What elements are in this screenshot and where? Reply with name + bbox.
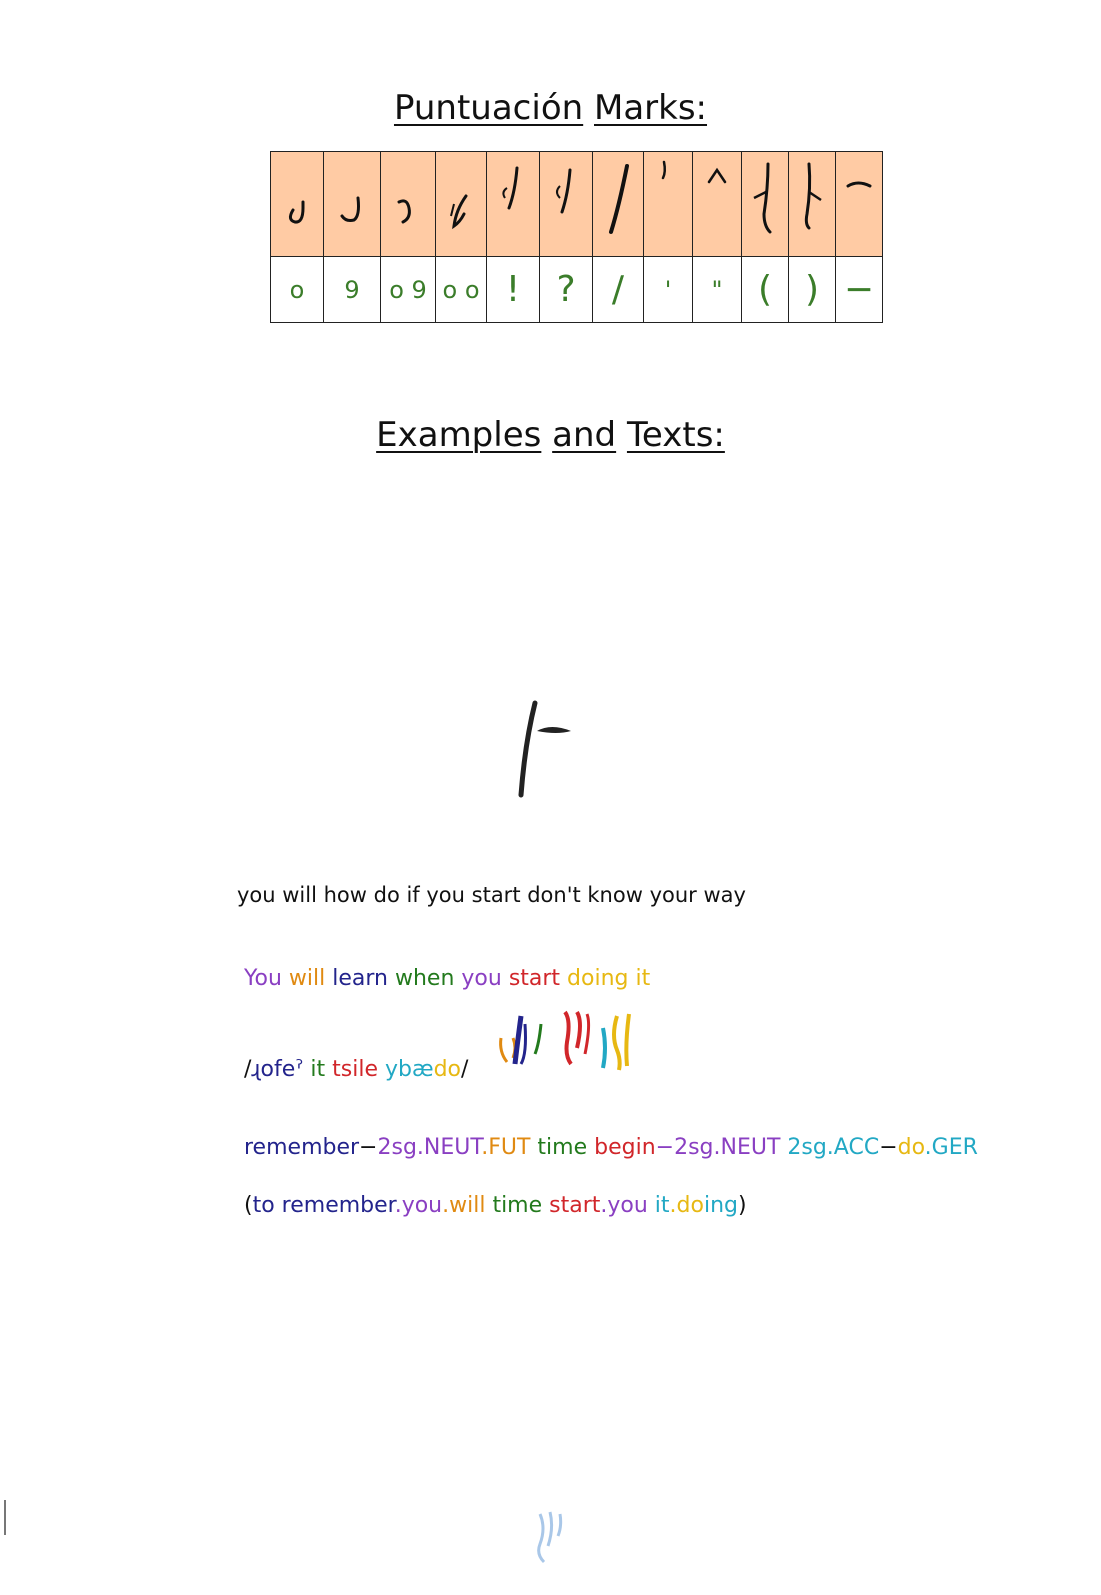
gloss: time xyxy=(530,1135,588,1160)
punctuation-table xyxy=(270,151,883,323)
mark-cell: / xyxy=(593,257,644,323)
literal: to remember xyxy=(252,1193,395,1218)
word: when xyxy=(387,966,455,991)
literal: .you xyxy=(394,1193,443,1218)
gloss: 2sg xyxy=(377,1135,417,1160)
script-slash-glyph xyxy=(593,152,644,257)
script-glyph-row xyxy=(271,152,883,257)
script-period-glyph xyxy=(271,152,324,257)
gloss: 2sg.ACC xyxy=(780,1135,880,1160)
segment: ɻofeˀ xyxy=(251,1057,304,1082)
mark-cell: o 9 xyxy=(381,257,436,323)
segment: / xyxy=(244,1057,252,1082)
script-open-paren-glyph xyxy=(742,152,789,257)
examples-heading xyxy=(0,415,1101,455)
example-line-4-gloss xyxy=(230,1110,978,1160)
page-footer-glyph xyxy=(530,1508,570,1572)
word: start xyxy=(501,966,561,991)
script-quote-glyph xyxy=(693,152,742,257)
literal: .do xyxy=(669,1193,704,1218)
mark-cell: o o xyxy=(436,257,487,323)
script-dash-glyph xyxy=(836,152,883,257)
word: doing xyxy=(560,966,629,991)
gloss: FUT xyxy=(488,1135,531,1160)
mark-cell: ! xyxy=(487,257,540,323)
example-line-5-literal xyxy=(230,1168,747,1218)
segment: do xyxy=(433,1057,462,1082)
gloss: − xyxy=(879,1135,898,1160)
literal: start xyxy=(542,1193,601,1218)
example-line-3 xyxy=(230,1032,468,1082)
latin-mark-row xyxy=(271,257,883,323)
literal: .you xyxy=(600,1193,648,1218)
mark-cell: ( xyxy=(742,257,789,323)
script-semicolon-glyph xyxy=(381,152,436,257)
mark-cell: " xyxy=(693,257,742,323)
gloss: −2sg.NEUT xyxy=(655,1135,781,1160)
literal: .will xyxy=(442,1193,486,1218)
gloss: − xyxy=(359,1135,378,1160)
script-colon-glyph xyxy=(436,152,487,257)
heading-word: Marks: xyxy=(594,88,708,128)
literal: ) xyxy=(738,1193,747,1218)
script-apostrophe-glyph xyxy=(644,152,693,257)
script-question-glyph xyxy=(540,152,593,257)
script-question-mark-glyph xyxy=(505,695,585,809)
heading-word: Puntuación xyxy=(393,88,584,128)
script-exclamation-glyph xyxy=(487,152,540,257)
heading-word: and xyxy=(552,415,617,455)
gloss: remember xyxy=(244,1135,360,1160)
gloss: NEUT xyxy=(423,1135,482,1160)
heading-word: Examples xyxy=(376,415,542,455)
text-cursor xyxy=(4,1500,6,1535)
mark-cell: ' xyxy=(644,257,693,323)
gloss: do xyxy=(897,1135,925,1160)
word: learn xyxy=(325,966,388,991)
colored-script-sentence-glyphs xyxy=(495,1008,645,1082)
gloss: .GER xyxy=(924,1135,978,1160)
segment: it xyxy=(303,1057,326,1082)
example-line-2 xyxy=(230,941,650,991)
heading-word: Texts: xyxy=(626,415,725,455)
literal: ( xyxy=(244,1193,253,1218)
literal: time xyxy=(485,1193,543,1218)
gloss: . xyxy=(416,1135,424,1160)
gloss: . xyxy=(481,1135,489,1160)
gloss: begin xyxy=(587,1135,656,1160)
script-close-paren-glyph xyxy=(789,152,836,257)
mark-cell: ? xyxy=(540,257,593,323)
mark-cell: o xyxy=(271,257,324,323)
segment: tsile xyxy=(325,1057,378,1082)
example-line-1: you will how do if you start don't know your way xyxy=(237,883,746,907)
literal: it xyxy=(647,1193,670,1218)
mark-cell: 9 xyxy=(324,257,381,323)
word: You xyxy=(244,966,282,991)
literal: ing xyxy=(703,1193,738,1218)
word: it xyxy=(628,966,651,991)
segment: ybæ xyxy=(377,1057,434,1082)
word: you xyxy=(454,966,502,991)
mark-cell: ) xyxy=(789,257,836,323)
segment: / xyxy=(461,1057,469,1082)
script-comma-glyph xyxy=(324,152,381,257)
word: will xyxy=(281,966,326,991)
mark-cell: − xyxy=(836,257,883,323)
punctuation-heading xyxy=(0,88,1101,128)
